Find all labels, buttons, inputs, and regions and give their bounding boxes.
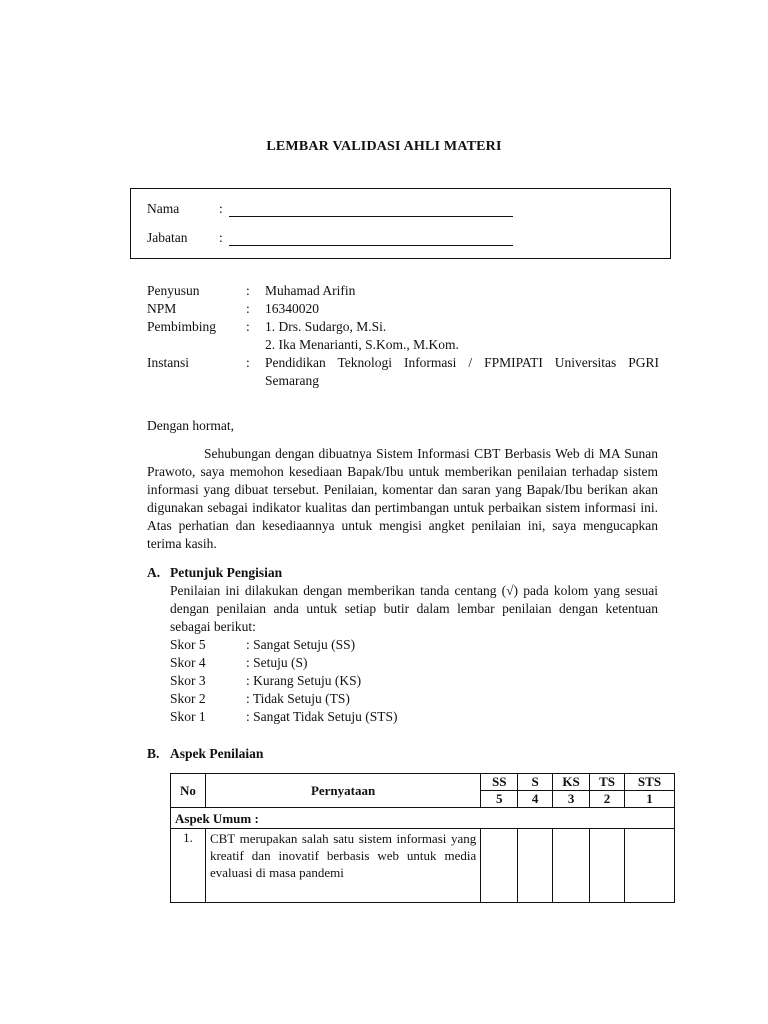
score-label: Skor 1: [170, 709, 206, 724]
scale-value: 5: [481, 791, 518, 808]
name-label: Nama: [147, 201, 180, 216]
scale-value: 4: [518, 791, 553, 808]
score-desc: : Kurang Setuju (KS): [246, 673, 362, 688]
info-key: Pembimbing: [147, 319, 217, 334]
score-label: Skor 2: [170, 691, 206, 706]
info-row: [147, 282, 659, 300]
score-item: [170, 636, 658, 654]
rating-cell-s[interactable]: [518, 829, 553, 903]
row-number: 1.: [171, 829, 206, 903]
scale-label: SS: [481, 774, 518, 791]
name-blank-line: [229, 202, 513, 217]
group-label: Aspek Umum :: [171, 808, 675, 829]
instruction-text: Penilaian ini dilakukan dengan memberikan tanda centang (√) pada kolom yang sesuai dengan penilaian anda untuk setiap butir dalam lembar penilaian dengan ketentuan sebagai berikut:: [170, 583, 658, 634]
score-desc: : Sangat Tidak Setuju (STS): [246, 709, 398, 724]
info-value: 2. Ika Menarianti, S.Kom., M.Kom.: [265, 337, 459, 352]
info-value: Muhamad Arifin: [265, 283, 356, 298]
name-row: [147, 199, 513, 217]
score-desc: : Sangat Setuju (SS): [246, 637, 356, 652]
info-key: Penyusun: [147, 283, 200, 298]
page-title: LEMBAR VALIDASI AHLI MATERI: [266, 139, 502, 154]
info-row: [147, 300, 659, 318]
info-colon: [246, 336, 265, 354]
info-colon: :: [246, 319, 250, 334]
scale-value: 3: [553, 791, 590, 808]
table-header-row: [171, 774, 675, 791]
section-b-heading: [147, 745, 263, 763]
position-label: Jabatan: [147, 230, 188, 245]
info-row: [147, 336, 659, 354]
rating-cell-ts[interactable]: [590, 829, 625, 903]
info-key: Instansi: [147, 355, 189, 370]
info-value: Pendidikan Teknologi Informasi / FPMIPATI Universitas PGRI Semarang: [265, 355, 659, 388]
info-colon: :: [246, 355, 250, 370]
name-colon: :: [219, 201, 223, 216]
scale-label: S: [518, 774, 553, 791]
rating-cell-ss[interactable]: [481, 829, 518, 903]
score-item: [170, 708, 658, 726]
score-desc: : Tidak Setuju (TS): [246, 691, 350, 706]
section-title: Petunjuk Pengisian: [170, 565, 283, 580]
rating-cell-sts[interactable]: [625, 829, 675, 903]
position-blank-line: [229, 231, 513, 246]
info-key: NPM: [147, 301, 177, 316]
scale-label: KS: [553, 774, 590, 791]
section-title: Aspek Penilaian: [170, 746, 264, 761]
score-item: [170, 654, 658, 672]
scale-label: TS: [590, 774, 625, 791]
score-label: Skor 4: [170, 655, 206, 670]
row-statement: CBT merupakan salah satu sistem informasi yang kreatif dan inovatif berbasis web untuk media evaluasi di masa pandemi: [205, 829, 480, 903]
body-paragraph: Sehubungan dengan dibuatnya Sistem Informasi CBT Berbasis Web di MA Sunan Prawoto, saya memohon kesediaan Bapak/Ibu untuk memberikan penilaian terhadap sistem informasi yang dibuat tersebut. Penilaian, komentar dan saran yang Bapak/Ibu berikan akan digunakan sebagai indikator kualitas dan pertimbangan untuk perbaikan sistem informasi ini. Atas perhatian dan kesediaannya untuk mengisi angket penilaian ini, saya mengucapkan terima kasih.: [147, 446, 658, 551]
position-colon: :: [219, 230, 223, 245]
identity-box: [130, 188, 671, 259]
section-instructions: [147, 564, 658, 726]
score-item: [170, 690, 658, 708]
scale-label: STS: [625, 774, 675, 791]
info-key: [147, 336, 246, 354]
scale-value: 1: [625, 791, 675, 808]
info-value: 1. Drs. Sudargo, M.Si.: [265, 319, 387, 334]
col-statement-header: Pernyataan: [205, 774, 480, 808]
score-item: [170, 672, 658, 690]
score-desc: : Setuju (S): [246, 655, 308, 670]
info-row: [147, 354, 659, 390]
table-row: [171, 829, 675, 903]
assessment-table: [170, 773, 675, 903]
score-label: Skor 3: [170, 673, 206, 688]
group-row: [171, 808, 675, 829]
rating-cell-ks[interactable]: [553, 829, 590, 903]
info-colon: :: [246, 283, 250, 298]
col-no-header: No: [171, 774, 206, 808]
info-value: 16340020: [265, 301, 319, 316]
position-row: [147, 228, 513, 246]
section-letter: B.: [147, 746, 160, 761]
greeting: Dengan hormat,: [147, 418, 234, 433]
section-letter: A.: [147, 565, 161, 580]
info-row: [147, 318, 659, 336]
scale-value: 2: [590, 791, 625, 808]
info-colon: :: [246, 301, 250, 316]
score-label: Skor 5: [170, 637, 206, 652]
section-a-heading: [147, 564, 658, 582]
author-info: [147, 282, 659, 390]
